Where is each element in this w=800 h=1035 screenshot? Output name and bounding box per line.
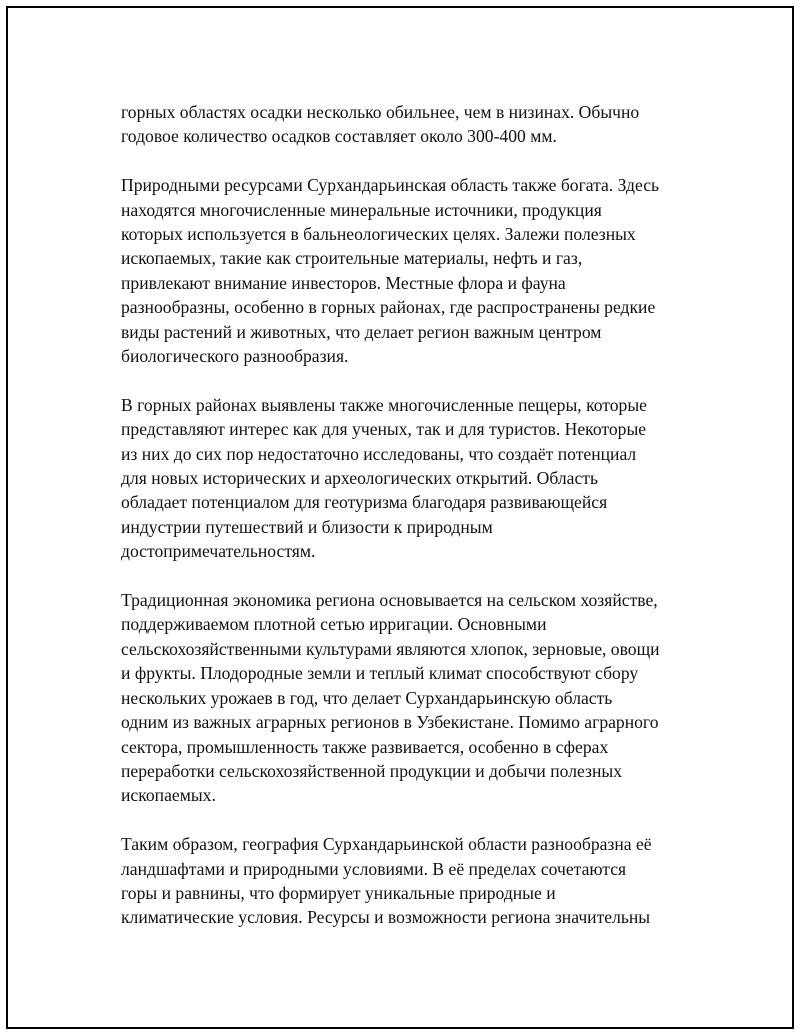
- text-line: обладает потенциалом для геотуризма благодаря развивающейся: [121, 492, 608, 513]
- text-line: горных областях осадки несколько обильнее, чем в низинах. Обычно: [121, 102, 640, 122]
- text-line: привлекают внимание инвесторов. Местные флора и фауна: [121, 272, 566, 293]
- paragraph-caves: [121, 393, 707, 564]
- text-line: биологического разнообразия.: [121, 346, 349, 367]
- paragraph-conclusion: [121, 832, 707, 930]
- paragraph-economy: [121, 588, 707, 808]
- text-line: разнообразны, особенно в горных районах, где распространены редкие: [121, 297, 656, 318]
- paragraph-precipitation: [121, 100, 707, 149]
- text-line: ископаемых, такие как строительные материалы, нефть и газ,: [121, 248, 583, 269]
- text-line: из них до сих пор недостаточно исследованы, что создаёт потенциал: [121, 443, 637, 464]
- text-line: индустрии путешествий и близости к природным: [121, 516, 493, 537]
- text-line: сельскохозяйственными культурами являются хлопок, зерновые, овощи: [121, 638, 660, 659]
- text-line: нескольких урожаев в год, что делает Сурхандарьинскую область: [121, 687, 613, 708]
- paragraph-natural-resources: [121, 173, 707, 368]
- text-line: горы и равнины, что формирует уникальные природные и: [121, 882, 556, 903]
- text-line: для новых исторических и археологических открытий. Область: [121, 468, 598, 489]
- text-line: находятся многочисленные минеральные источники, продукция: [121, 199, 602, 220]
- text-line: переработки сельскохозяйственной продукции и добычи полезных: [121, 760, 622, 781]
- document-body: [121, 100, 707, 954]
- text-line: виды растений и животных, что делает регион важным центром: [121, 321, 602, 342]
- text-line: климатические условия. Ресурсы и возможности региона значительны: [121, 907, 651, 928]
- text-line: В горных районах выявлены также многочисленные пещеры, которые: [121, 394, 647, 415]
- text-line: поддерживаемом плотной сетью ирригации. Основными: [121, 614, 547, 635]
- text-line: одним из важных аграрных регионов в Узбекистане. Помимо аграрного: [121, 712, 659, 733]
- text-line: достопримечательностям.: [121, 541, 316, 562]
- text-line: Природными ресурсами Сурхандарьинская область также богата. Здесь: [121, 175, 660, 196]
- text-line: сектора, промышленность также развивается, особенно в сферах: [121, 736, 609, 757]
- page-frame: [6, 6, 794, 1029]
- text-line: Традиционная экономика региона основывается на сельском хозяйстве,: [121, 590, 658, 611]
- text-line: которых используется в бальнеологических целях. Залежи полезных: [121, 224, 636, 245]
- text-line: Таким образом, география Сурхандарьинской области разнообразна её: [121, 834, 652, 855]
- text-line: представляют интерес как для ученых, так и для туристов. Некоторые: [121, 419, 647, 440]
- text-line: годовое количество осадков составляет около 300-400 мм.: [121, 126, 557, 147]
- text-line: и фрукты. Плодородные земли и теплый климат способствуют сбору: [121, 663, 639, 684]
- text-line: ископаемых.: [121, 785, 216, 806]
- text-line: ландшафтами и природными условиями. В её пределах сочетаются: [121, 858, 627, 879]
